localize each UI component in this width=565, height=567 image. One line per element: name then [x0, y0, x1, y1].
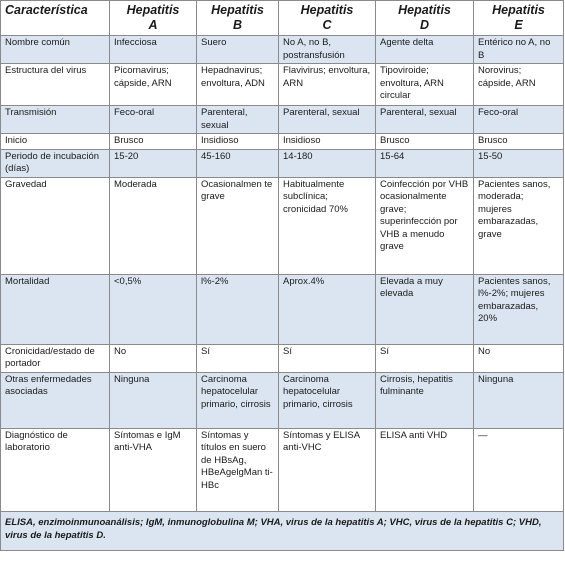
header-hepatitis-d: Hepatitis D: [376, 1, 474, 36]
cell-hepatitis-b: Parenteral, sexual: [197, 106, 279, 134]
cell-hepatitis-b: Insidioso: [197, 134, 279, 150]
footnote-row: [1, 511, 564, 550]
cell-hepatitis-a: Síntomas e IgM anti-VHA: [110, 428, 197, 511]
header-hepatitis-a: Hepatitis A: [110, 1, 197, 36]
cell-hepatitis-a: Infecciosa: [110, 36, 197, 64]
cell-hepatitis-a: Picornavirus; cápside, ARN: [110, 64, 197, 106]
cell-hepatitis-b: 45-160: [197, 149, 279, 177]
cell-hepatitis-e: Pacientes sanos, moderada; mujeres embarazadas, grave: [474, 177, 564, 274]
header-hepatitis-c: Hepatitis C: [279, 1, 376, 36]
row-label: Mortalidad: [1, 274, 110, 344]
row-inicio: [1, 134, 564, 150]
cell-hepatitis-c: Habitualmente subclínica; cronicidad 70%: [279, 177, 376, 274]
row-nombre-comun: [1, 36, 564, 64]
cell-hepatitis-e: Entérico no A, no B: [474, 36, 564, 64]
row-label: Estructura del virus: [1, 64, 110, 106]
row-gravedad: [1, 177, 564, 274]
cell-hepatitis-d: Sí: [376, 344, 474, 372]
cell-hepatitis-c: Insidioso: [279, 134, 376, 150]
cell-hepatitis-b: Síntomas y títulos en suero de HBsAg, HBeAgelgMan ti-HBc: [197, 428, 279, 511]
row-label: Gravedad: [1, 177, 110, 274]
row-label: Diagnóstico de laboratorio: [1, 428, 110, 511]
cell-hepatitis-a: Brusco: [110, 134, 197, 150]
row-label: Otras enfermedades asociadas: [1, 372, 110, 428]
cell-hepatitis-c: No A, no B, postransfusión: [279, 36, 376, 64]
cell-hepatitis-b: l%-2%: [197, 274, 279, 344]
cell-hepatitis-d: Agente delta: [376, 36, 474, 64]
cell-hepatitis-a: No: [110, 344, 197, 372]
row-label: Transmisión: [1, 106, 110, 134]
cell-hepatitis-a: Moderada: [110, 177, 197, 274]
cell-hepatitis-b: Hepadnavirus; envoltura, ADN: [197, 64, 279, 106]
row-periodo-incubacion: [1, 149, 564, 177]
row-label: Nombre común: [1, 36, 110, 64]
cell-hepatitis-e: Ninguna: [474, 372, 564, 428]
cell-hepatitis-e: Brusco: [474, 134, 564, 150]
row-mortalidad: [1, 274, 564, 344]
header-hepatitis-b: Hepatitis B: [197, 1, 279, 36]
header-caracteristica: Característica: [1, 1, 110, 36]
row-transmision: [1, 106, 564, 134]
row-estructura-virus: [1, 64, 564, 106]
cell-hepatitis-d: Elevada a muy elevada: [376, 274, 474, 344]
row-diagnostico: [1, 428, 564, 511]
header-row: [1, 1, 564, 36]
row-otras-enfermedades: [1, 372, 564, 428]
header-hepatitis-e: Hepatitis E: [474, 1, 564, 36]
cell-hepatitis-a: Ninguna: [110, 372, 197, 428]
cell-hepatitis-c: Síntomas y ELISA anti-VHC: [279, 428, 376, 511]
cell-hepatitis-d: ELISA anti VHD: [376, 428, 474, 511]
cell-hepatitis-c: Flavivirus; envoltura, ARN: [279, 64, 376, 106]
cell-hepatitis-c: Aprox.4%: [279, 274, 376, 344]
cell-hepatitis-c: Parenteral, sexual: [279, 106, 376, 134]
cell-hepatitis-e: Feco-oral: [474, 106, 564, 134]
cell-hepatitis-b: Ocasionalmen te grave: [197, 177, 279, 274]
row-label: Inicio: [1, 134, 110, 150]
cell-hepatitis-b: Sí: [197, 344, 279, 372]
cell-hepatitis-a: <0,5%: [110, 274, 197, 344]
cell-hepatitis-d: Cirrosis, hepatitis fulminante: [376, 372, 474, 428]
cell-hepatitis-b: Suero: [197, 36, 279, 64]
cell-hepatitis-e: Pacientes sanos, l%-2%; mujeres embarazadas, 20%: [474, 274, 564, 344]
row-label: Cronicidad/estado de portador: [1, 344, 110, 372]
cell-hepatitis-e: —: [474, 428, 564, 511]
cell-hepatitis-d: Parenteral, sexual: [376, 106, 474, 134]
row-cronicidad: [1, 344, 564, 372]
cell-hepatitis-c: Carcinoma hepatocelular primario, cirrosis: [279, 372, 376, 428]
cell-hepatitis-e: No: [474, 344, 564, 372]
cell-hepatitis-d: Brusco: [376, 134, 474, 150]
footnote: ELISA, enzimoinmunoanálisis; IgM, inmunoglobulina M; VHA, virus de la hepatitis A; VHC, virus de la hepatitis C; VHD, virus de la hepatitis D.: [1, 511, 564, 550]
cell-hepatitis-c: 14-180: [279, 149, 376, 177]
cell-hepatitis-a: 15-20: [110, 149, 197, 177]
cell-hepatitis-a: Feco-oral: [110, 106, 197, 134]
cell-hepatitis-b: Carcinoma hepatocelular primario, cirrosis: [197, 372, 279, 428]
cell-hepatitis-d: Coinfección por VHB ocasionalmente grave; superinfección por VHB a menudo grave: [376, 177, 474, 274]
cell-hepatitis-d: 15-64: [376, 149, 474, 177]
cell-hepatitis-e: Norovirus; cápside, ARN: [474, 64, 564, 106]
cell-hepatitis-c: Sí: [279, 344, 376, 372]
cell-hepatitis-d: Tipoviroide; envoltura, ARN circular: [376, 64, 474, 106]
cell-hepatitis-e: 15-50: [474, 149, 564, 177]
row-label: Periodo de incubación (días): [1, 149, 110, 177]
